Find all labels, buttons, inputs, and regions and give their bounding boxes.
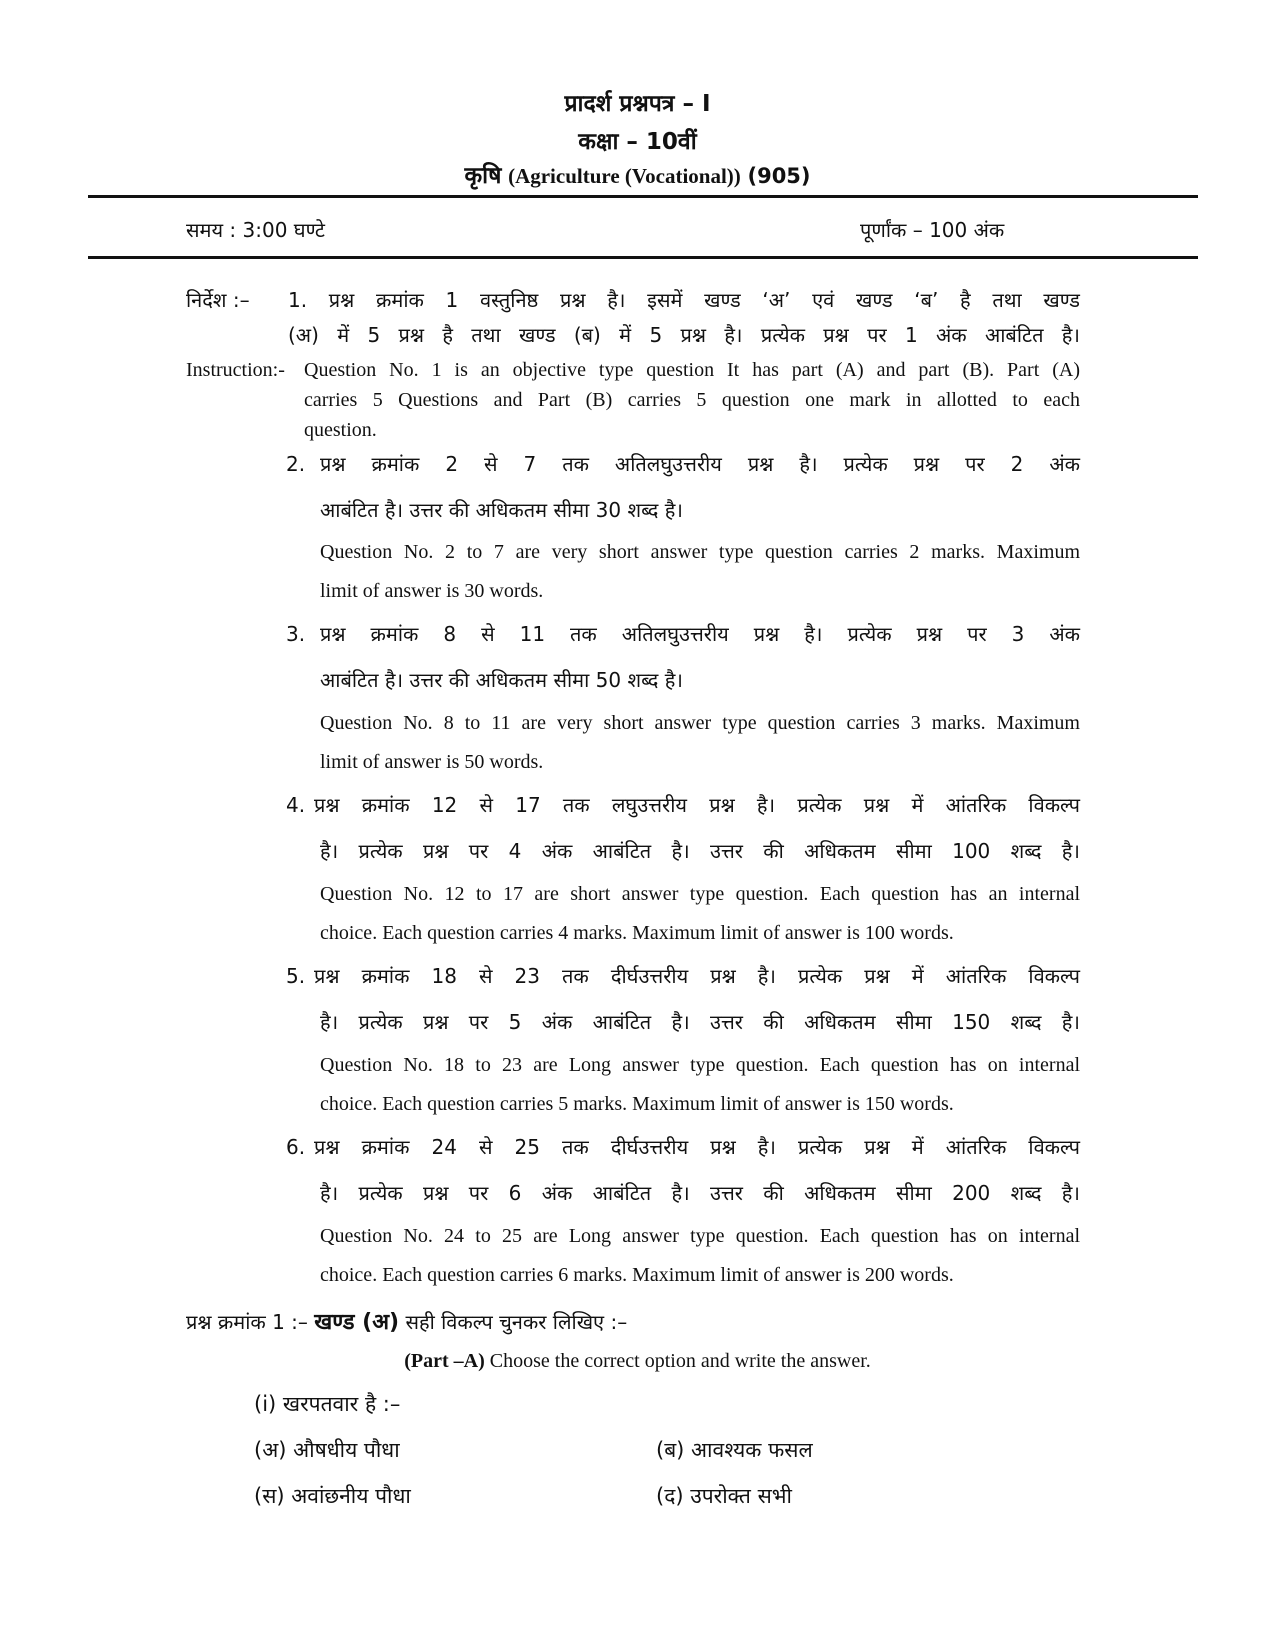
instruction-1-hindi-line2: (अ) में 5 प्रश्न है तथा खण्ड (ब) में 5 प्रश्न है। प्रत्येक प्रश्न पर 1 अंक आबंटित है। (288, 323, 1080, 347)
instruction-1-english-line1: Question No. 1 is an objective type question It has part (A) and part (B). Part (A) (304, 359, 1080, 381)
instruction-english-line1: Question No. 2 to 7 are very short answer type question carries 2 marks. Maximum (320, 541, 1080, 563)
option-b: (ब) आवश्यक फसल (656, 1438, 813, 1462)
class-label: कक्षा – 10वीं (578, 129, 697, 155)
instruction-hindi-line1: प्रश्न क्रमांक 2 से 7 तक अतिलघुउत्तरीय प्रश्न है। प्रत्येक प्रश्न पर 2 अंक (320, 452, 1080, 476)
instruction-hindi-line1: प्रश्न क्रमांक 8 से 11 तक अतिलघुउत्तरीय प्रश्न है। प्रत्येक प्रश्न पर 3 अंक (320, 622, 1080, 646)
instruction-english-line1: Question No. 18 to 23 are Long answer type question. Each question has on internal (320, 1054, 1080, 1076)
instructions-label-hindi: निर्देश :– (186, 288, 250, 312)
instruction-english-line2: choice. Each question carries 5 marks. Maximum limit of answer is 150 words. (320, 1093, 954, 1115)
instruction-english-line1: Question No. 12 to 17 are short answer type question. Each question has an internal (320, 883, 1080, 905)
instruction-hindi-line2: आबंटित है। उत्तर की अधिकतम सीमा 50 शब्द है। (320, 668, 683, 692)
bottom-rule (88, 256, 1198, 259)
instruction-hindi-line2: है। प्रत्येक प्रश्न पर 4 अंक आबंटित है। उत्तर की अधिकतम सीमा 100 शब्द है। (320, 839, 1080, 863)
instruction-english-line2: limit of answer is 50 words. (320, 751, 544, 773)
option-a: (अ) औषधीय पौधा (254, 1438, 400, 1462)
instruction-1-english-line2: carries 5 Questions and Part (B) carries 5 question one mark in allotted to each (304, 389, 1080, 411)
subject-hindi: कृषि (464, 163, 502, 189)
part-a-text: Choose the correct option and write the answer. (489, 1350, 871, 1372)
instruction-1-hindi-line1: 1. प्रश्न क्रमांक 1 वस्तुनिष्ठ प्रश्न है। इसमें खण्ड ‘अ’ एवं खण्ड ‘ब’ है तथा खण्ड (288, 288, 1080, 312)
option-d: (द) उपरोक्त सभी (656, 1484, 792, 1508)
time-allowed: समय : 3:00 घण्टे (186, 218, 325, 242)
section-a-label: खण्ड (अ) (314, 1310, 400, 1335)
sub-question-1: (i) खरपतवार है :– (254, 1392, 401, 1416)
instruction-hindi-line2: आबंटित है। उत्तर की अधिकतम सीमा 30 शब्द है। (320, 498, 683, 522)
instruction-english-line2: limit of answer is 30 words. (320, 580, 544, 602)
instruction-1-english-line3: question. (304, 419, 377, 441)
subject-english: (Agriculture (Vocational)) (508, 164, 741, 188)
subject-code: (905) (747, 164, 811, 188)
instruction-number: 2. (286, 452, 306, 476)
instruction-hindi-line1: प्रश्न क्रमांक 24 से 25 तक दीर्घउत्तरीय प्रश्न है। प्रत्येक प्रश्न में आंतरिक विकल्प (314, 1135, 1080, 1159)
instruction-english-line2: choice. Each question carries 6 marks. Maximum limit of answer is 200 words. (320, 1264, 954, 1286)
part-a-line (0, 1350, 1275, 1373)
instruction-hindi-line2: है। प्रत्येक प्रश्न पर 6 अंक आबंटित है। उत्तर की अधिकतम सीमा 200 शब्द है। (320, 1181, 1080, 1205)
instruction-english-line2: choice. Each question carries 4 marks. Maximum limit of answer is 100 words. (320, 922, 954, 944)
instruction-english-line1: Question No. 8 to 11 are very short answer type question carries 3 marks. Maximum (320, 712, 1080, 734)
paper-title: प्रादर्श प्रश्नपत्र – I (564, 91, 711, 117)
option-c: (स) अवांछनीय पौधा (254, 1484, 411, 1508)
instruction-hindi-line2: है। प्रत्येक प्रश्न पर 5 अंक आबंटित है। उत्तर की अधिकतम सीमा 150 शब्द है। (320, 1010, 1080, 1034)
question-1-prefix: प्रश्न क्रमांक 1 :– (186, 1310, 308, 1334)
question-1-instruction: सही विकल्प चुनकर लिखिए :– (405, 1310, 628, 1334)
instruction-number: 4. (286, 793, 306, 817)
instruction-number: 6. (286, 1135, 306, 1159)
instructions-label-english: Instruction:- (186, 359, 285, 381)
subject-line (0, 158, 1275, 190)
instruction-english-line1: Question No. 24 to 25 are Long answer type question. Each question has on internal (320, 1225, 1080, 1247)
instruction-number: 5. (286, 964, 306, 988)
question-1-heading (186, 1306, 627, 1336)
max-marks: पूर्णांक – 100 अंक (860, 218, 1005, 242)
instruction-hindi-line1: प्रश्न क्रमांक 18 से 23 तक दीर्घउत्तरीय प्रश्न है। प्रत्येक प्रश्न में आंतरिक विकल्प (314, 964, 1080, 988)
instruction-hindi-line1: प्रश्न क्रमांक 12 से 17 तक लघुउत्तरीय प्रश्न है। प्रत्येक प्रश्न में आंतरिक विकल्प (314, 793, 1080, 817)
top-rule (88, 195, 1198, 198)
instruction-number: 3. (286, 622, 306, 646)
part-a-label: (Part –A) (404, 1350, 485, 1372)
